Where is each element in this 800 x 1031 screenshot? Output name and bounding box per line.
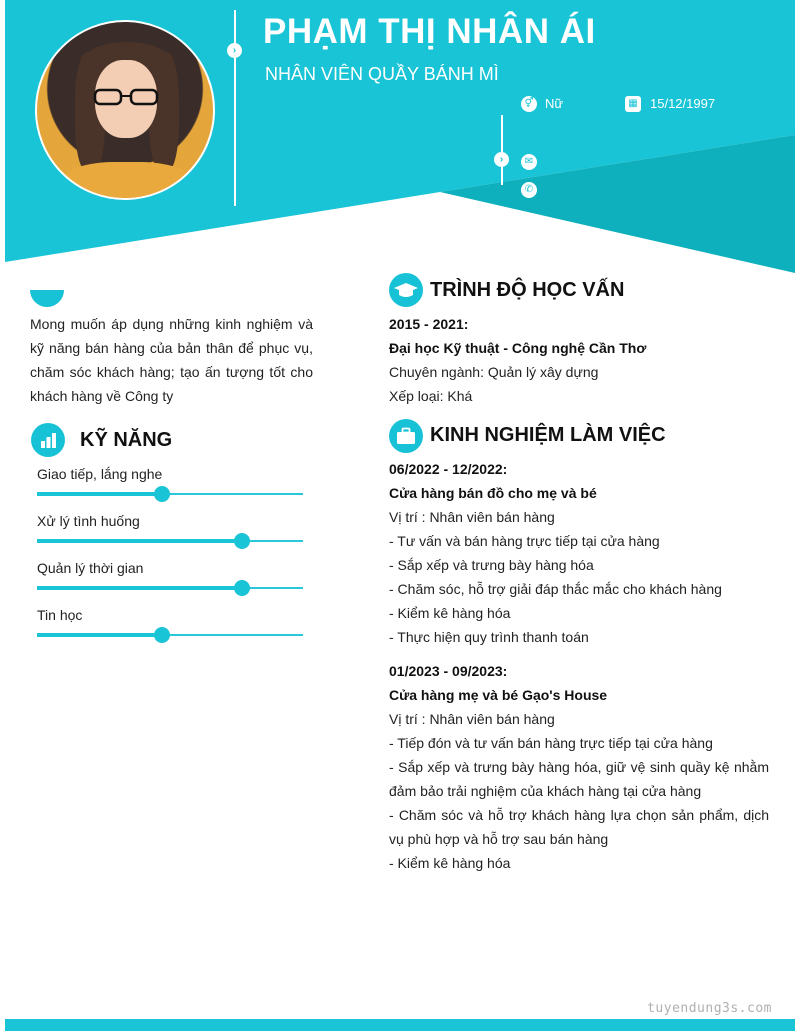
job-task: - Sắp xếp và trưng bày hàng hóa <box>389 557 594 573</box>
target-icon <box>30 273 64 307</box>
gender-icon: ⚥ <box>521 96 537 112</box>
job-task: - Thực hiện quy trình thanh toán <box>389 629 589 645</box>
education-grade: Xếp loại: Khá <box>389 388 473 404</box>
skill-bar <box>37 540 303 542</box>
job-task: - Tư vấn và bán hàng trực tiếp tại cửa hàng <box>389 533 660 549</box>
gender-value: Nữ <box>545 96 564 111</box>
skill-label: Tin học <box>37 607 83 623</box>
experience-title: KINH NGHIỆM LÀM VIỆC <box>430 424 666 446</box>
skill-label: Giao tiếp, lắng nghe <box>37 466 163 482</box>
phone-icon: ✆ <box>521 182 537 198</box>
job-task: - Kiểm kê hàng hóa <box>389 605 511 621</box>
job-role: Vị trí : Nhân viên bán hàng <box>389 711 555 727</box>
education-block <box>389 312 769 408</box>
job-task: - Chăm sóc và hỗ trợ khách hàng lựa chọn sản phẩm, dịch vụ phù hợp và hỗ trợ sau bán hàng <box>389 807 769 847</box>
job-task: - Chăm sóc, hỗ trợ giải đáp thắc mắc cho khách hàng <box>389 581 722 597</box>
skill-level-knob <box>234 533 250 549</box>
skill-level-knob <box>154 627 170 643</box>
chevron-right-icon: › <box>494 152 509 167</box>
skill-bar-fill <box>37 539 242 543</box>
bar-chart-icon <box>31 423 65 457</box>
job-2 <box>389 659 769 875</box>
objective-text: Mong muốn áp dụng những kinh nghiệm và kỹ năng bán hàng của bản thân để phục vụ, chăm sóc khách hàng; tạo ấn tượng tốt cho khách hàng về Công ty <box>30 316 313 404</box>
skill-bar-fill <box>37 633 162 637</box>
candidate-name: PHẠM THỊ NHÂN ÁI <box>263 12 596 51</box>
skill-label: Quản lý thời gian <box>37 560 144 576</box>
job-company: Cửa hàng mẹ và bé Gạo's House <box>389 687 608 703</box>
job-task: - Sắp xếp và trưng bày hàng hóa, giữ vệ sinh quầy kệ nhằm đảm bảo trải nghiệm của khách hàng tại cửa hàng <box>389 759 769 799</box>
job-task: - Tiếp đón và tư vấn bán hàng trực tiếp tại cửa hàng <box>389 735 713 751</box>
chevron-right-icon: › <box>227 43 242 58</box>
job-1 <box>389 457 769 649</box>
birthdate-value: 15/12/1997 <box>650 96 716 111</box>
timeline-line-contact <box>501 115 503 185</box>
footer-bar <box>5 1019 795 1031</box>
calendar-icon: ▦ <box>625 96 641 112</box>
job-period: 06/2022 - 12/2022: <box>389 461 508 477</box>
skill-label: Xử lý tình huống <box>37 513 140 529</box>
education-period: 2015 - 2021: <box>389 316 469 332</box>
skill-bar-fill <box>37 586 242 590</box>
profile-photo <box>35 20 215 200</box>
skill-bar-fill <box>37 492 162 496</box>
timeline-line <box>234 10 236 206</box>
education-school: Đại học Kỹ thuật - Công nghệ Cần Thơ <box>389 340 647 356</box>
skill-level-knob <box>234 580 250 596</box>
job-task: - Kiểm kê hàng hóa <box>389 855 511 871</box>
skill-bar <box>37 634 303 636</box>
education-major: Chuyên ngành: Quản lý xây dựng <box>389 364 599 380</box>
job-period: 01/2023 - 09/2023: <box>389 663 508 679</box>
watermark: tuyendung3s.com <box>647 1001 772 1016</box>
education-title: TRÌNH ĐỘ HỌC VẤN <box>430 279 625 301</box>
candidate-position: NHÂN VIÊN QUẦY BÁNH MÌ <box>265 64 499 84</box>
skill-bar <box>37 587 303 589</box>
job-role: Vị trí : Nhân viên bán hàng <box>389 509 555 525</box>
skill-level-knob <box>154 486 170 502</box>
skills-title: KỸ NĂNG <box>80 429 173 451</box>
briefcase-icon <box>389 419 423 453</box>
email-icon: ✉ <box>521 154 537 170</box>
skill-bar <box>37 493 303 495</box>
job-company: Cửa hàng bán đồ cho mẹ và bé <box>389 485 597 501</box>
graduation-cap-icon <box>389 273 423 307</box>
